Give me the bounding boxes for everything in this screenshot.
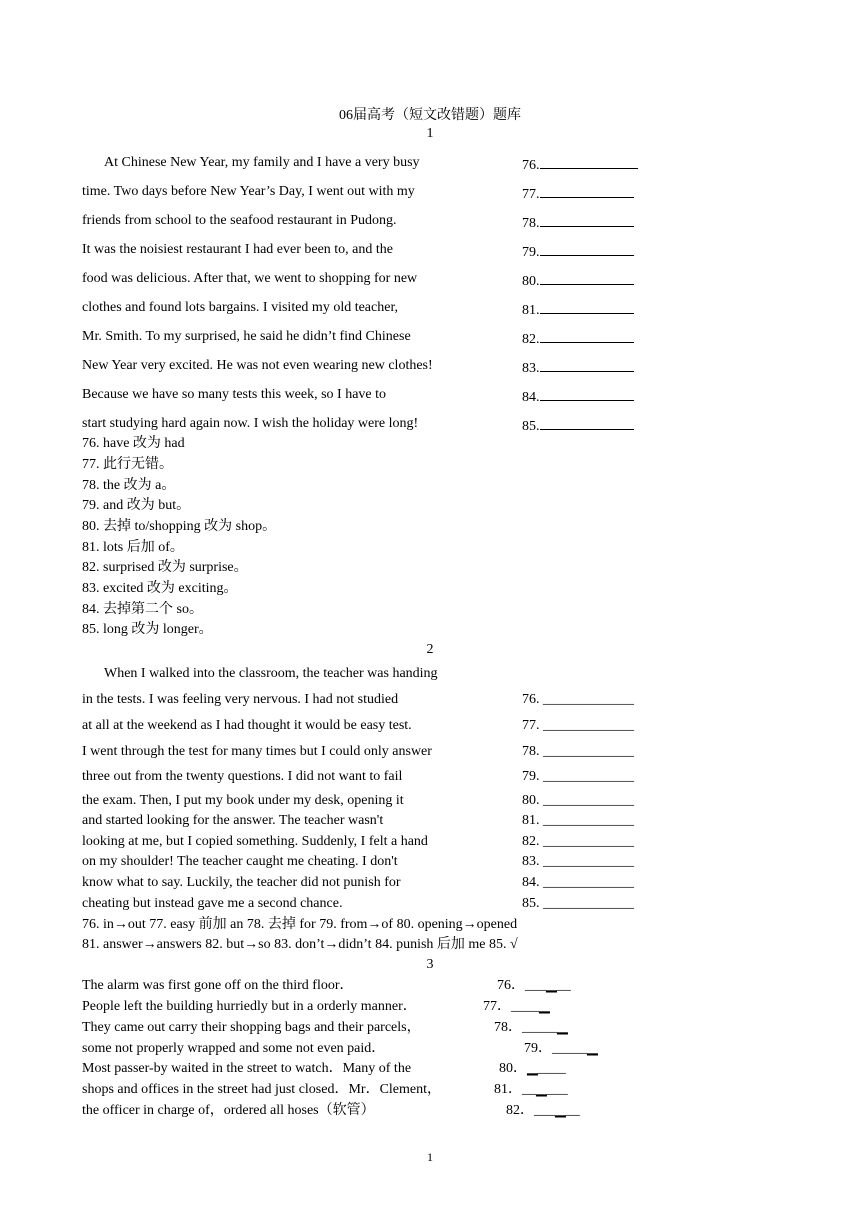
answer-key-line: 76. have 改为 had [82, 436, 185, 451]
page-number: 1 [427, 1150, 433, 1164]
answer-blank: 79．_____▁ [524, 1041, 598, 1056]
section-number: 2 [426, 642, 434, 657]
passage-line: on my shoulder! The teacher caught me cheating. I don't [82, 854, 398, 869]
passage-line: Mr. Smith. To my surprised, he said he didn’t find Chinese [82, 329, 411, 344]
passage-line: New Year very excited. He was not even wearing new clothes! [82, 358, 433, 373]
passage-line: Most passer-by waited in the street to watch．Many of the [82, 1061, 412, 1076]
passage-line: at all at the weekend as I had thought it would be easy test. [82, 718, 412, 733]
answer-key-line: 78. the 改为 a。 [82, 478, 176, 493]
passage-line: At Chinese New Year, my family and I have a very busy [104, 155, 420, 170]
answer-blank: 81．__▁___ [494, 1082, 568, 1097]
passage-line: shops and offices in the street had just closed．Mr．Clement， [82, 1082, 442, 1097]
answer-blank: 77. [522, 183, 634, 204]
passage-line: the officer in charge of，ordered all hoses（软管） [82, 1103, 375, 1118]
passage-line: Because we have so many tests this week, so I have to [82, 387, 387, 402]
answer-blank: 78. _____________ [522, 744, 634, 759]
passage-line: I went through the test for many times but I could only answer [82, 744, 432, 759]
answer-key-line: 82. surprised 改为 surprise。 [82, 560, 248, 575]
answer-blank: 84. _____________ [522, 875, 634, 890]
answer-blank: 83. _____________ [522, 854, 634, 869]
passage-line: When I walked into the classroom, the teacher was handing [104, 666, 438, 681]
answer-blank: 82. [522, 328, 634, 349]
answer-blank: 77．____▁ [483, 999, 550, 1014]
passage-line: food was delicious. After that, we went to shopping for new [82, 271, 418, 286]
answer-blank: 79. [522, 241, 634, 262]
passage-line: People left the building hurriedly but in a orderly manner． [82, 999, 417, 1014]
passage-line: three out from the twenty questions. I did not want to fail [82, 769, 403, 784]
answer-blank: 84. [522, 386, 634, 407]
answer-blank: 78．_____▁ [494, 1020, 568, 1035]
section-number: 3 [426, 957, 434, 972]
answer-blank: 76. [522, 154, 638, 175]
answer-blank: 80. [522, 270, 634, 291]
answer-key-line: 79. and 改为 but。 [82, 498, 191, 513]
document-title: 06届高考（短文改错题）题库 [339, 108, 521, 123]
passage-line: cheating but instead gave me a second chance. [82, 896, 343, 911]
section-number: 1 [426, 126, 434, 141]
answer-blank: 77. _____________ [522, 718, 634, 733]
answer-blank: 76．___▁__ [497, 978, 571, 993]
answer-key-line: 85. long 改为 longer。 [82, 622, 213, 637]
passage-line: time. Two days before New Year’s Day, I went out with my [82, 184, 415, 199]
answer-blank: 79. _____________ [522, 769, 634, 784]
answer-blank: 82．___▁__ [506, 1103, 580, 1118]
answer-blank: 80. _____________ [522, 793, 634, 808]
answer-key-line: 81. answer→answers 82. but→so 83. don’t→didn’t 84. punish 后加 me 85. √ [82, 937, 518, 952]
passage-line: The alarm was first gone off on the third floor． [82, 978, 354, 993]
answer-blank: 81. [522, 299, 634, 320]
answer-key-line: 76. in→out 77. easy 前加 an 78. 去掉 for 79. from→of 80. opening→opened [82, 917, 518, 932]
passage-line: It was the noisiest restaurant I had ever been to, and the [82, 242, 394, 257]
answer-blank: 76. _____________ [522, 692, 634, 707]
answer-key-line: 84. 去掉第二个 so。 [82, 602, 203, 617]
answer-blank: 85. [522, 415, 634, 436]
passage-line: know what to say. Luckily, the teacher did not punish for [82, 875, 401, 890]
passage-line: in the tests. I was feeling very nervous. I had not studied [82, 692, 399, 707]
passage-line: some not properly wrapped and some not even paid． [82, 1041, 386, 1056]
answer-key-line: 77. 此行无错。 [82, 457, 173, 472]
answer-blank: 85. _____________ [522, 896, 634, 911]
passage-line: friends from school to the seafood restaurant in Pudong. [82, 213, 397, 228]
answer-key-line: 80. 去掉 to/shopping 改为 shop。 [82, 519, 277, 534]
passage-line: looking at me, but I copied something. Suddenly, I felt a hand [82, 834, 428, 849]
answer-blank: 82. _____________ [522, 834, 634, 849]
answer-blank: 81. _____________ [522, 813, 634, 828]
answer-blank: 80．▁____ [499, 1061, 566, 1076]
passage-line: start studying hard again now. I wish the holiday were long! [82, 416, 419, 431]
passage-line: the exam. Then, I put my book under my desk, opening it [82, 793, 404, 808]
answer-key-line: 83. excited 改为 exciting。 [82, 581, 238, 596]
answer-key-line: 81. lots 后加 of。 [82, 540, 184, 555]
answer-blank: 83. [522, 357, 634, 378]
answer-blank: 78. [522, 212, 634, 233]
passage-line: and started looking for the answer. The teacher wasn't [82, 813, 384, 828]
passage-line: clothes and found lots bargains. I visited my old teacher, [82, 300, 399, 315]
passage-line: They came out carry their shopping bags and their parcels， [82, 1020, 421, 1035]
